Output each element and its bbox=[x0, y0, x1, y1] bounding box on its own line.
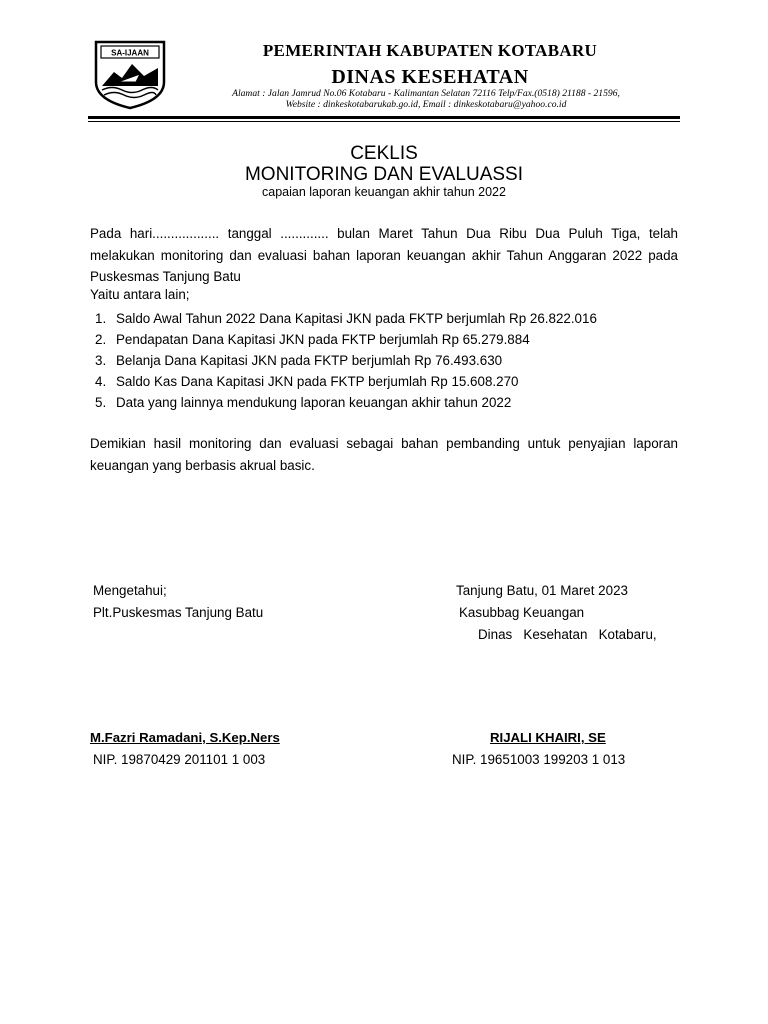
item-text: Saldo Awal Tahun 2022 Dana Kapitasi JKN pada FKTP berjumlah Rp 26.822.016 bbox=[116, 311, 597, 326]
regency-logo bbox=[92, 38, 168, 110]
item-number: 1. bbox=[95, 311, 107, 326]
place-date: Tanjung Batu, 01 Maret 2023 bbox=[456, 583, 628, 598]
document-title: CEKLIS bbox=[350, 143, 418, 164]
opening-paragraph: Pada hari.................. tanggal ............. bulan Maret Tahun Dua Ribu Dua Puluh Tiga, telah melakukan monitoring dan evaluasi bahan laporan keuangan akhir Tahun Anggaran 2022 pada Puskesmas Tanjung Batu bbox=[90, 226, 678, 284]
address-line: Alamat : Jalan Jamrud No.06 Kotabaru - Kalimantan Selatan 72116 Telp/Fax.(0518) 21188 - 21596, bbox=[232, 88, 620, 99]
left-signatory-nip: NIP. 19870429 201101 1 003 bbox=[93, 752, 266, 767]
item-number: 2. bbox=[95, 332, 107, 347]
item-number: 5. bbox=[95, 395, 107, 410]
left-signature-caption: Mengetahui; bbox=[93, 583, 167, 598]
document-subtitle: capaian laporan keuangan akhir tahun 2022 bbox=[262, 185, 506, 199]
letterhead-divider bbox=[88, 116, 680, 119]
list-intro: Yaitu antara lain; bbox=[90, 287, 190, 302]
closing-paragraph: Demikian hasil monitoring dan evaluasi sebagai bahan pembanding untuk penyajian laporan keuangan yang berbasis akrual basic. bbox=[90, 436, 678, 473]
item-number: 3. bbox=[95, 353, 107, 368]
item-text: Belanja Dana Kapitasi JKN pada FKTP berjumlah Rp 76.493.630 bbox=[116, 353, 503, 368]
letterhead-divider-thin bbox=[88, 121, 680, 122]
contact-line: Website : dinkeskotabarukab.go.id, Email : dinkeskotabaru@yahoo.co.id bbox=[285, 99, 567, 110]
agency-name: DINAS KESEHATAN bbox=[331, 66, 529, 88]
list-item bbox=[90, 329, 597, 350]
right-signature-office: Dinas Kesehatan Kotabaru, bbox=[478, 627, 657, 642]
list-item bbox=[90, 371, 597, 392]
right-signatory-nip: NIP. 19651003 199203 1 013 bbox=[452, 752, 626, 767]
list-item bbox=[90, 350, 597, 371]
list-item bbox=[90, 392, 597, 413]
list-item bbox=[90, 308, 597, 329]
right-signature-position: Kasubbag Keuangan bbox=[459, 605, 585, 620]
item-text: Pendapatan Dana Kapitasi JKN pada FKTP berjumlah Rp 65.279.884 bbox=[116, 332, 530, 347]
government-name: PEMERINTAH KABUPATEN KOTABARU bbox=[262, 41, 598, 60]
left-signature-position: Plt.Puskesmas Tanjung Batu bbox=[93, 605, 264, 620]
findings-list bbox=[90, 308, 597, 413]
item-number: 4. bbox=[95, 374, 107, 389]
item-text: Data yang lainnya mendukung laporan keuangan akhir tahun 2022 bbox=[116, 395, 512, 410]
letterhead-address bbox=[172, 88, 680, 110]
item-text: Saldo Kas Dana Kapitasi JKN pada FKTP berjumlah Rp 15.608.270 bbox=[116, 374, 519, 389]
svg-text:SA-IJAAN: SA-IJAAN bbox=[111, 48, 149, 58]
document-title-line2: MONITORING DAN EVALUASSI bbox=[244, 164, 523, 185]
right-signatory-name: RIJALI KHAIRI, SE bbox=[490, 730, 606, 745]
left-signatory-name: M.Fazri Ramadani, S.Kep.Ners bbox=[90, 730, 280, 745]
